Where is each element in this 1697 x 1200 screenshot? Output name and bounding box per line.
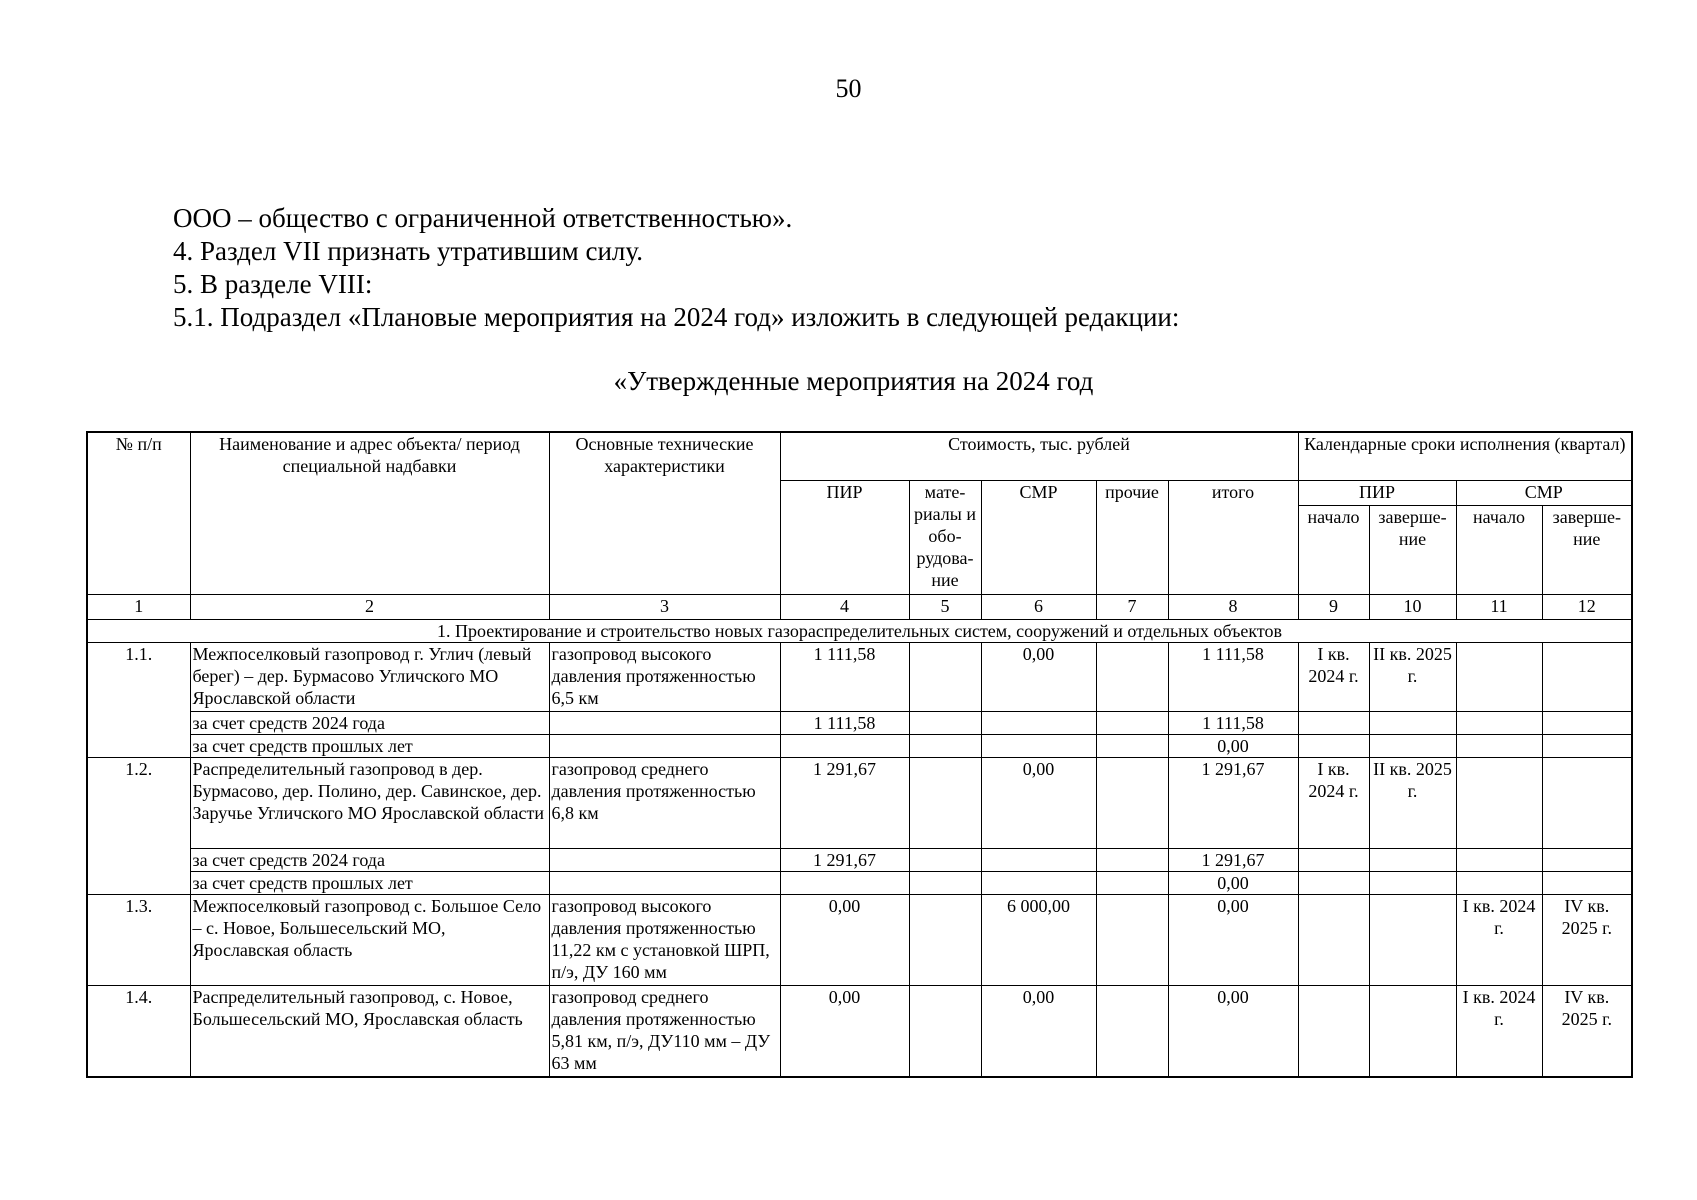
header-smr: СМР <box>981 481 1096 595</box>
table-subrow <box>87 735 1632 758</box>
row-materials <box>909 758 981 849</box>
header-tech: Основные технические характеристики <box>549 432 780 595</box>
row-name: Распределительный газопровод, с. Новое, Большесельский МО, Ярославская область <box>190 986 549 1078</box>
table-subrow <box>87 712 1632 735</box>
header-other: прочие <box>1096 481 1168 595</box>
plan-table <box>86 431 1633 1078</box>
row-materials <box>909 643 981 712</box>
row-pir-start: I кв. 2024 г. <box>1298 758 1369 849</box>
column-number: 2 <box>190 595 549 620</box>
row-pir-start <box>1298 895 1369 986</box>
header-cal-pir: ПИР <box>1298 481 1456 506</box>
row-name: Межпоселковый газопровод г. Углич (левый берег) – дер. Бурмасово Угличского МО Ярославской области <box>190 643 549 712</box>
table-row <box>87 895 1632 986</box>
section-title: 1. Проектирование и строительство новых газораспределительных систем, сооружений и отдельных объектов <box>87 620 1632 643</box>
column-number: 3 <box>549 595 780 620</box>
header-materials: мате-риалы и обо-рудова-ние <box>909 481 981 595</box>
table-subrow <box>87 849 1632 872</box>
column-number: 1 <box>87 595 190 620</box>
row-smr: 0,00 <box>981 643 1096 712</box>
header-cost: Стоимость, тыс. рублей <box>780 432 1298 481</box>
intro-line: 4. Раздел VII признать утратившим силу. <box>173 236 643 266</box>
table-row <box>87 758 1632 849</box>
header-name: Наименование и адрес объекта/ период специальной надбавки <box>190 432 549 595</box>
row-pir: 0,00 <box>780 895 909 986</box>
intro-line: 5.1. Подраздел «Плановые мероприятия на 2024 год» изложить в следующей редакции: <box>173 302 1180 332</box>
row-num: 1.2. <box>87 758 190 895</box>
subrow-pir <box>780 872 909 895</box>
row-pir-start: I кв. 2024 г. <box>1298 643 1369 712</box>
row-pir-end: II кв. 2025 г. <box>1369 643 1456 712</box>
header-smr-end: заверше-ние <box>1542 506 1632 595</box>
table-row <box>87 986 1632 1078</box>
intro-line: 5. В разделе VIII: <box>173 269 373 299</box>
subrow-total: 0,00 <box>1168 735 1298 758</box>
column-numbers-row <box>87 595 1632 620</box>
header-pir-end: заверше-ние <box>1369 506 1456 595</box>
row-smr-end: IV кв. 2025 г. <box>1542 986 1632 1078</box>
column-number: 6 <box>981 595 1096 620</box>
row-num: 1.4. <box>87 986 190 1078</box>
row-other <box>1096 758 1168 849</box>
column-number: 10 <box>1369 595 1456 620</box>
row-other <box>1096 986 1168 1078</box>
column-number: 8 <box>1168 595 1298 620</box>
table-subrow <box>87 872 1632 895</box>
row-total: 0,00 <box>1168 986 1298 1078</box>
subrow-pir <box>780 735 909 758</box>
row-name: Распределительный газопровод в дер. Бурмасово, дер. Полино, дер. Савинское, дер. Заручье Угличского МО Ярославской области <box>190 758 549 849</box>
row-name: Межпоселковый газопровод с. Большое Село – с. Новое, Большесельский МО, Ярославская область <box>190 895 549 986</box>
subrow-total: 1 291,67 <box>1168 849 1298 872</box>
row-pir: 1 111,58 <box>780 643 909 712</box>
row-pir: 0,00 <box>780 986 909 1078</box>
row-pir: 1 291,67 <box>780 758 909 849</box>
row-materials <box>909 895 981 986</box>
subrow-pir: 1 111,58 <box>780 712 909 735</box>
header-cal-smr: СМР <box>1456 481 1632 506</box>
column-number: 11 <box>1456 595 1542 620</box>
row-total: 0,00 <box>1168 895 1298 986</box>
row-smr-end <box>1542 758 1632 849</box>
row-num: 1.3. <box>87 895 190 986</box>
row-pir-end: II кв. 2025 г. <box>1369 758 1456 849</box>
row-smr: 0,00 <box>981 758 1096 849</box>
column-number: 4 <box>780 595 909 620</box>
column-number: 12 <box>1542 595 1632 620</box>
row-tech: газопровод среднего давления протяженностью 5,81 км, п/э, ДУ110 мм – ДУ 63 мм <box>549 986 780 1078</box>
row-total: 1 291,67 <box>1168 758 1298 849</box>
subrow-label: за счет средств 2024 года <box>190 849 549 872</box>
table-row <box>87 643 1632 712</box>
page-number: 50 <box>835 74 862 103</box>
row-total: 1 111,58 <box>1168 643 1298 712</box>
row-materials <box>909 986 981 1078</box>
row-pir-start <box>1298 986 1369 1078</box>
row-smr-start <box>1456 643 1542 712</box>
row-smr: 0,00 <box>981 986 1096 1078</box>
intro-text <box>173 202 1179 334</box>
header-total: итого <box>1168 481 1298 595</box>
row-tech: газопровод высокого давления протяженностью 6,5 км <box>549 643 780 712</box>
row-smr-start <box>1456 758 1542 849</box>
subrow-pir: 1 291,67 <box>780 849 909 872</box>
subrow-total: 0,00 <box>1168 872 1298 895</box>
row-pir-end <box>1369 986 1456 1078</box>
row-smr-start: I кв. 2024 г. <box>1456 986 1542 1078</box>
row-smr-start: I кв. 2024 г. <box>1456 895 1542 986</box>
row-num: 1.1. <box>87 643 190 758</box>
header-num: № п/п <box>87 432 190 595</box>
subrow-label: за счет средств прошлых лет <box>190 872 549 895</box>
subrow-label: за счет средств 2024 года <box>190 712 549 735</box>
row-other <box>1096 895 1168 986</box>
column-number: 7 <box>1096 595 1168 620</box>
header-pir-start: начало <box>1298 506 1369 595</box>
header-smr-start: начало <box>1456 506 1542 595</box>
row-tech: газопровод среднего давления протяженностью 6,8 км <box>549 758 780 849</box>
row-tech: газопровод высокого давления протяженностью 11,22 км с установкой ШРП, п/э, ДУ 160 мм <box>549 895 780 986</box>
row-smr: 6 000,00 <box>981 895 1096 986</box>
row-smr-end: IV кв. 2025 г. <box>1542 895 1632 986</box>
subrow-label: за счет средств прошлых лет <box>190 735 549 758</box>
row-pir-end <box>1369 895 1456 986</box>
column-number: 5 <box>909 595 981 620</box>
row-other <box>1096 643 1168 712</box>
row-smr-end <box>1542 643 1632 712</box>
subrow-total: 1 111,58 <box>1168 712 1298 735</box>
table-title: «Утвержденные мероприятия на 2024 год <box>613 366 1094 396</box>
column-number: 9 <box>1298 595 1369 620</box>
header-calendar: Календарные сроки исполнения (квартал) <box>1298 432 1632 481</box>
intro-line: ООО – общество с ограниченной ответственностью». <box>173 203 793 233</box>
header-pir: ПИР <box>780 481 909 595</box>
